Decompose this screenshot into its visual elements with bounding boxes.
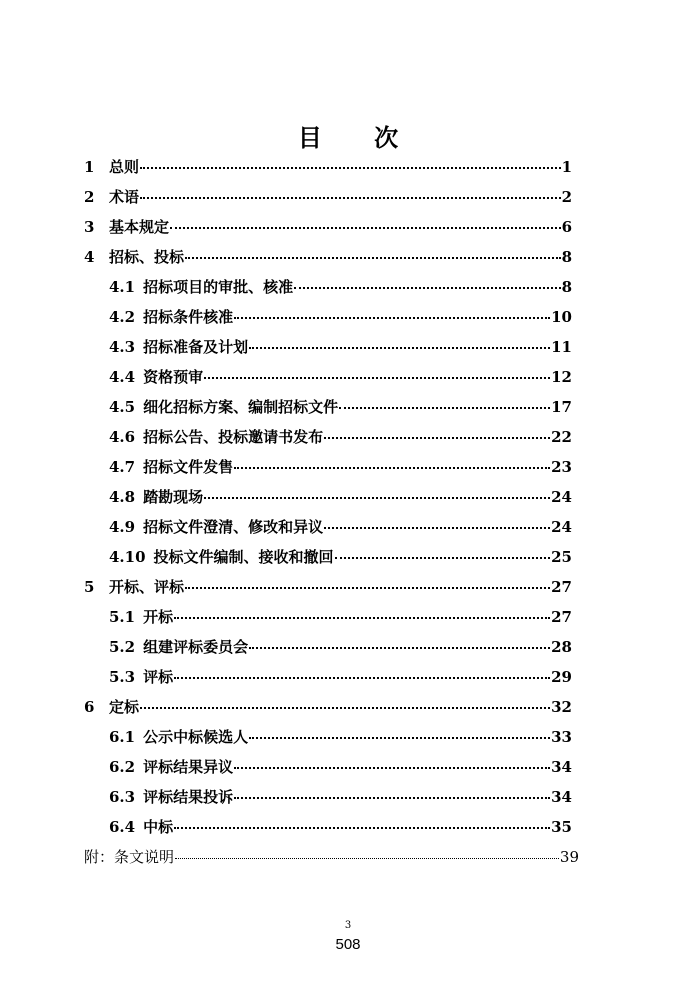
dot-leader: [204, 497, 550, 499]
dot-leader: [185, 257, 561, 259]
page-number: 3: [344, 920, 352, 931]
toc-number: 4.8: [109, 488, 136, 506]
toc-number: 6: [84, 698, 95, 716]
toc-number: 4.9: [109, 518, 136, 536]
dot-leader: [234, 317, 550, 319]
dot-leader: [140, 707, 550, 709]
toc-entry-appendix[interactable]: [84, 846, 579, 870]
toc-number: 4.10: [109, 548, 146, 566]
toc-entry[interactable]: [109, 396, 572, 420]
dot-leader: [174, 617, 550, 619]
toc-number: 5: [84, 578, 95, 596]
toc-page: 24: [551, 488, 572, 506]
toc-label: 定标: [109, 698, 140, 716]
toc-entry[interactable]: [109, 816, 572, 840]
toc-number: 4.5: [109, 398, 136, 416]
toc-page: 11: [551, 338, 572, 356]
toc-page: 34: [551, 758, 572, 776]
toc-label: 招标、投标: [109, 248, 185, 266]
toc-label: 招标条件核准: [143, 308, 234, 326]
toc-label: 招标项目的审批、核准: [143, 278, 294, 296]
toc-page: 27: [551, 608, 572, 626]
dot-leader: [174, 827, 550, 829]
toc-label: 开标、评标: [109, 578, 185, 596]
toc-label: 资格预审: [143, 368, 204, 386]
toc-number: 5.3: [109, 668, 136, 686]
toc-entry[interactable]: [84, 576, 572, 600]
toc-entry[interactable]: [109, 666, 572, 690]
document-page-number: 508: [335, 936, 361, 953]
toc-number: 2: [84, 188, 95, 206]
toc-label: 招标准备及计划: [143, 338, 249, 356]
dot-leader: [324, 527, 550, 529]
toc-entry[interactable]: [109, 516, 572, 540]
toc-label: 公示中标候选人: [143, 728, 249, 746]
toc-page: 12: [551, 368, 572, 386]
toc-number: 6.3: [109, 788, 136, 806]
toc-entry[interactable]: [109, 426, 572, 450]
toc-number: 4.4: [109, 368, 136, 386]
toc-entry[interactable]: [109, 786, 572, 810]
toc-number: 4.3: [109, 338, 136, 356]
toc-number: 6.1: [109, 728, 136, 746]
toc-page: 39: [559, 848, 579, 866]
toc-page: 8: [561, 278, 572, 296]
toc-number: 5.2: [109, 638, 136, 656]
toc-entry[interactable]: [84, 696, 572, 720]
toc-page: 29: [551, 668, 572, 686]
dot-leader: [140, 197, 561, 199]
dot-leader: [339, 407, 550, 409]
toc-entry[interactable]: [109, 486, 572, 510]
toc-page: 24: [551, 518, 572, 536]
page-title: 目 次: [297, 123, 421, 152]
dot-leader: [249, 647, 550, 649]
toc-label: 评标结果异议: [143, 758, 234, 776]
toc-number: 4.2: [109, 308, 136, 326]
toc-page: 10: [551, 308, 572, 326]
dot-leader: [249, 347, 550, 349]
toc-entry[interactable]: [109, 306, 572, 330]
dot-leader: [234, 797, 550, 799]
toc-entry[interactable]: [109, 636, 572, 660]
toc-page: 33: [551, 728, 572, 746]
dot-leader: [170, 227, 561, 229]
dot-leader: [185, 587, 550, 589]
toc-number: 3: [84, 218, 95, 236]
toc-entry[interactable]: [84, 186, 572, 210]
toc-entry[interactable]: [109, 456, 572, 480]
dot-leader: [249, 737, 550, 739]
toc-label: 评标结果投诉: [143, 788, 234, 806]
toc-label: 踏勘现场: [143, 488, 204, 506]
toc-label: 评标: [143, 668, 174, 686]
toc-number: 6.4: [109, 818, 136, 836]
dot-leader: [234, 767, 550, 769]
toc-number: 5.1: [109, 608, 136, 626]
toc-label: 术语: [109, 188, 140, 206]
toc-number: 4.6: [109, 428, 136, 446]
toc-page: 27: [551, 578, 572, 596]
toc-number: 6.2: [109, 758, 136, 776]
toc-page: 28: [551, 638, 572, 656]
toc-entry[interactable]: [109, 756, 572, 780]
toc-page: 1: [561, 158, 572, 176]
toc-page: 35: [551, 818, 572, 836]
toc-page: 23: [551, 458, 572, 476]
toc-entry[interactable]: [109, 546, 572, 570]
toc-number: 4: [84, 248, 95, 266]
toc-page: 25: [551, 548, 572, 566]
toc-number: 4.1: [109, 278, 136, 296]
toc-label: 基本规定: [109, 218, 170, 236]
toc-entry[interactable]: [84, 216, 572, 240]
toc-page: 17: [551, 398, 572, 416]
toc-page: 32: [551, 698, 572, 716]
dot-leader: [335, 557, 551, 559]
toc-label: 投标文件编制、接收和撤回: [153, 548, 334, 566]
toc-page: 22: [551, 428, 572, 446]
toc-label: 组建评标委员会: [143, 638, 249, 656]
toc-label: 细化招标方案、编制招标文件: [143, 398, 339, 416]
dot-leader: [294, 287, 560, 289]
toc-label: 附：条文说明: [84, 848, 175, 866]
toc-entry[interactable]: [109, 336, 572, 360]
dot-leader: [175, 858, 559, 859]
dot-leader: [324, 437, 550, 439]
toc-page: 2: [561, 188, 572, 206]
toc-number: 1: [84, 158, 95, 176]
toc-label: 招标公告、投标邀请书发布: [143, 428, 324, 446]
toc-label: 招标文件澄清、修改和异议: [143, 518, 324, 536]
toc-label: 开标: [143, 608, 174, 626]
toc-entry[interactable]: [109, 366, 572, 390]
dot-leader: [234, 467, 550, 469]
toc-entry[interactable]: [109, 606, 572, 630]
toc-page: 6: [561, 218, 572, 236]
toc-entry[interactable]: [109, 276, 572, 300]
toc-label: 招标文件发售: [143, 458, 234, 476]
toc-label: 中标: [143, 818, 174, 836]
toc-page: 34: [551, 788, 572, 806]
toc-number: 4.7: [109, 458, 136, 476]
dot-leader: [140, 167, 561, 169]
toc-label: 总则: [109, 158, 140, 176]
dot-leader: [174, 677, 550, 679]
toc-entry[interactable]: [84, 156, 572, 180]
dot-leader: [204, 377, 550, 379]
toc-page: 8: [561, 248, 572, 266]
toc-entry[interactable]: [84, 246, 572, 270]
toc-entry[interactable]: [109, 726, 572, 750]
